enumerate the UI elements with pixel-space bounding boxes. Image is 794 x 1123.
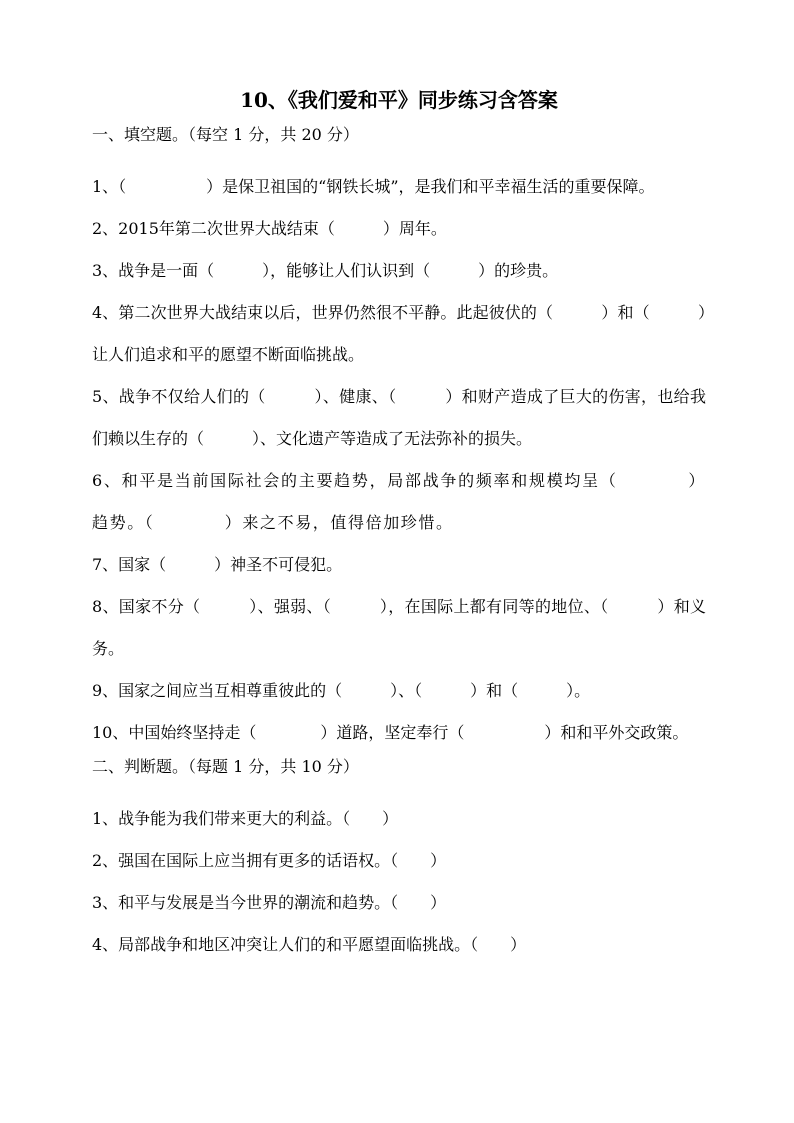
fill-blank-question-4: 4、第二次世界大战结束以后，世界仍然很不平静。此起彼伏的（ ）和（ ）让人们追求和平的愿望不断面临挑战。 (92, 303, 706, 364)
document-title: 10、《我们爱和平》同步练习含答案 (240, 88, 558, 112)
fill-blank-question-5: 5、战争不仅给人们的（ ）、健康、（ ）和财产造成了巨大的伤害，也给我们赖以生存的（ ）、文化遗产等造成了无法弥补的损失。 (92, 387, 706, 448)
true-false-question-3: 3、和平与发展是当今世界的潮流和趋势。（ ） (92, 893, 447, 912)
true-false-question-2: 2、强国在国际上应当拥有更多的话语权。（ ） (92, 851, 447, 870)
fill-blank-question-3: 3、战争是一面（ ），能够让人们认识到（ ）的珍贵。 (92, 261, 559, 280)
fill-blank-question-9: 9、国家之间应当互相尊重彼此的（ ）、（ ）和（ ）。 (92, 681, 591, 700)
fill-blank-question-1: 1、（ ）是保卫祖国的“钢铁长城”，是我们和平幸福生活的重要保障。 (92, 177, 655, 196)
fill-blank-question-7: 7、国家（ ）神圣不可侵犯。 (92, 555, 343, 574)
section-heading-true-false: 二、判断题。（每题 1 分，共 10 分） (92, 757, 359, 776)
fill-blank-question-6: 6、和平是当前国际社会的主要趋势，局部战争的频率和规模均呈（ ）趋势。（ ）来之不易，值得倍加珍惜。 (92, 471, 706, 532)
fill-blank-question-8: 8、国家不分（ ）、强弱、（ ），在国际上都有同等的地位、（ ）和义务。 (92, 597, 706, 658)
fill-blank-question-10: 10、中国始终坚持走（ ）道路，坚定奉行（ ）和和平外交政策。 (92, 723, 689, 742)
fill-blank-question-2: 2、2015年第二次世界大战结束（ ）周年。 (92, 219, 447, 238)
section-heading-fill-blank: 一、填空题。（每空 1 分，共 20 分） (92, 125, 359, 144)
true-false-question-1: 1、战争能为我们带来更大的利益。（ ） (92, 809, 399, 828)
true-false-question-4: 4、局部战争和地区冲突让人们的和平愿望面临挑战。（ ） (92, 935, 527, 954)
